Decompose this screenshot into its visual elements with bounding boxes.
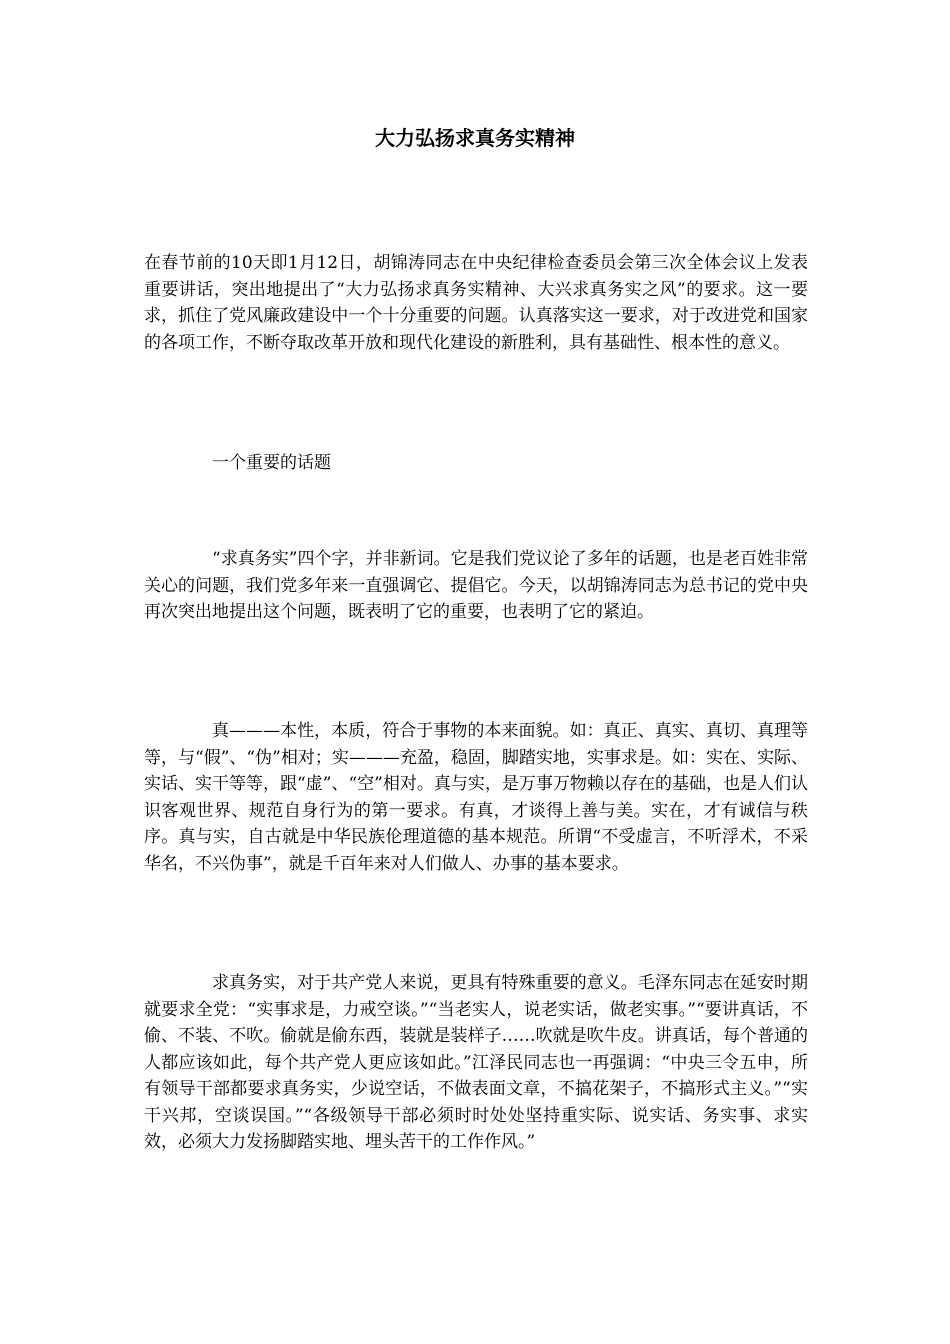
paragraph-topic: “求真务实”四个字，并非新词。它是我们党议论了多年的话题，也是老百姓非常关心的问题，我们党多年来一直强调它、提倡它。今天，以胡锦涛同志为总书记的党中央再次突出地提出这个问题，既表明了它的重要，也表明了它的紧迫。 — [144, 549, 808, 622]
paragraph-intro: 在春节前的10天即1月12日，胡锦涛同志在中央纪律检查委员会第三次全体会议上发表重要讲话，突出地提出了“大力弘扬求真务实精神、大兴求真务实之风”的要求。这一要求，抓住了党风廉政建设中一个十分重要的问题。认真落实这一要求，对于改进党和国家的各项工作，不断夺取改革开放和现代化建设的新胜利，具有基础性、根本性的意义。 — [144, 253, 808, 353]
document-title: 大力弘扬求真务实精神 — [375, 126, 575, 150]
paragraph-definition: 真———本性，本质，符合于事物的本来面貌。如：真正、真实、真切、真理等等，与“假”、“伪”相对；实———充盈，稳固，脚踏实地，实事求是。如：实在、实际、实话、实干等等，跟“虚”、“空”相对。真与实，是万事万物赖以存在的基础，也是人们认识客观世界、规范自身行为的第一要求。有真，才谈得上善与美。实在，才有诚信与秩序。真与实，自古就是中华民族伦理道德的基本规范。所谓“不受虚言，不听浮术，不采华名，不兴伪事”，就是千百年来对人们做人、办事的基本要求。 — [144, 721, 808, 874]
paragraph-significance: 求真务实，对于共产党人来说，更具有特殊重要的意义。毛泽东同志在延安时期就要求全党：“实事求是，力戒空谈。”“当老实人，说老实话，做老实事。”“要讲真话，不偷、不装、不吹。偷就是偷东西，装就是装样子……吹就是吹牛皮。讲真话，每个普通的人都应该如此，每个共产党人更应该如此。”江泽民同志也一再强调：“中央三令五申，所有领导干部都要求真务实，少说空话，不做表面文章，不搞花架子，不搞形式主义。”“实干兴邦，空谈误国。”“各级领导干部必须时时处处坚持重实际、说实话、务实事、求实效，必须大力发扬脚踏实地、埋头苦干的工作作风。” — [144, 973, 808, 1152]
section-heading: 一个重要的话题 — [212, 453, 331, 473]
